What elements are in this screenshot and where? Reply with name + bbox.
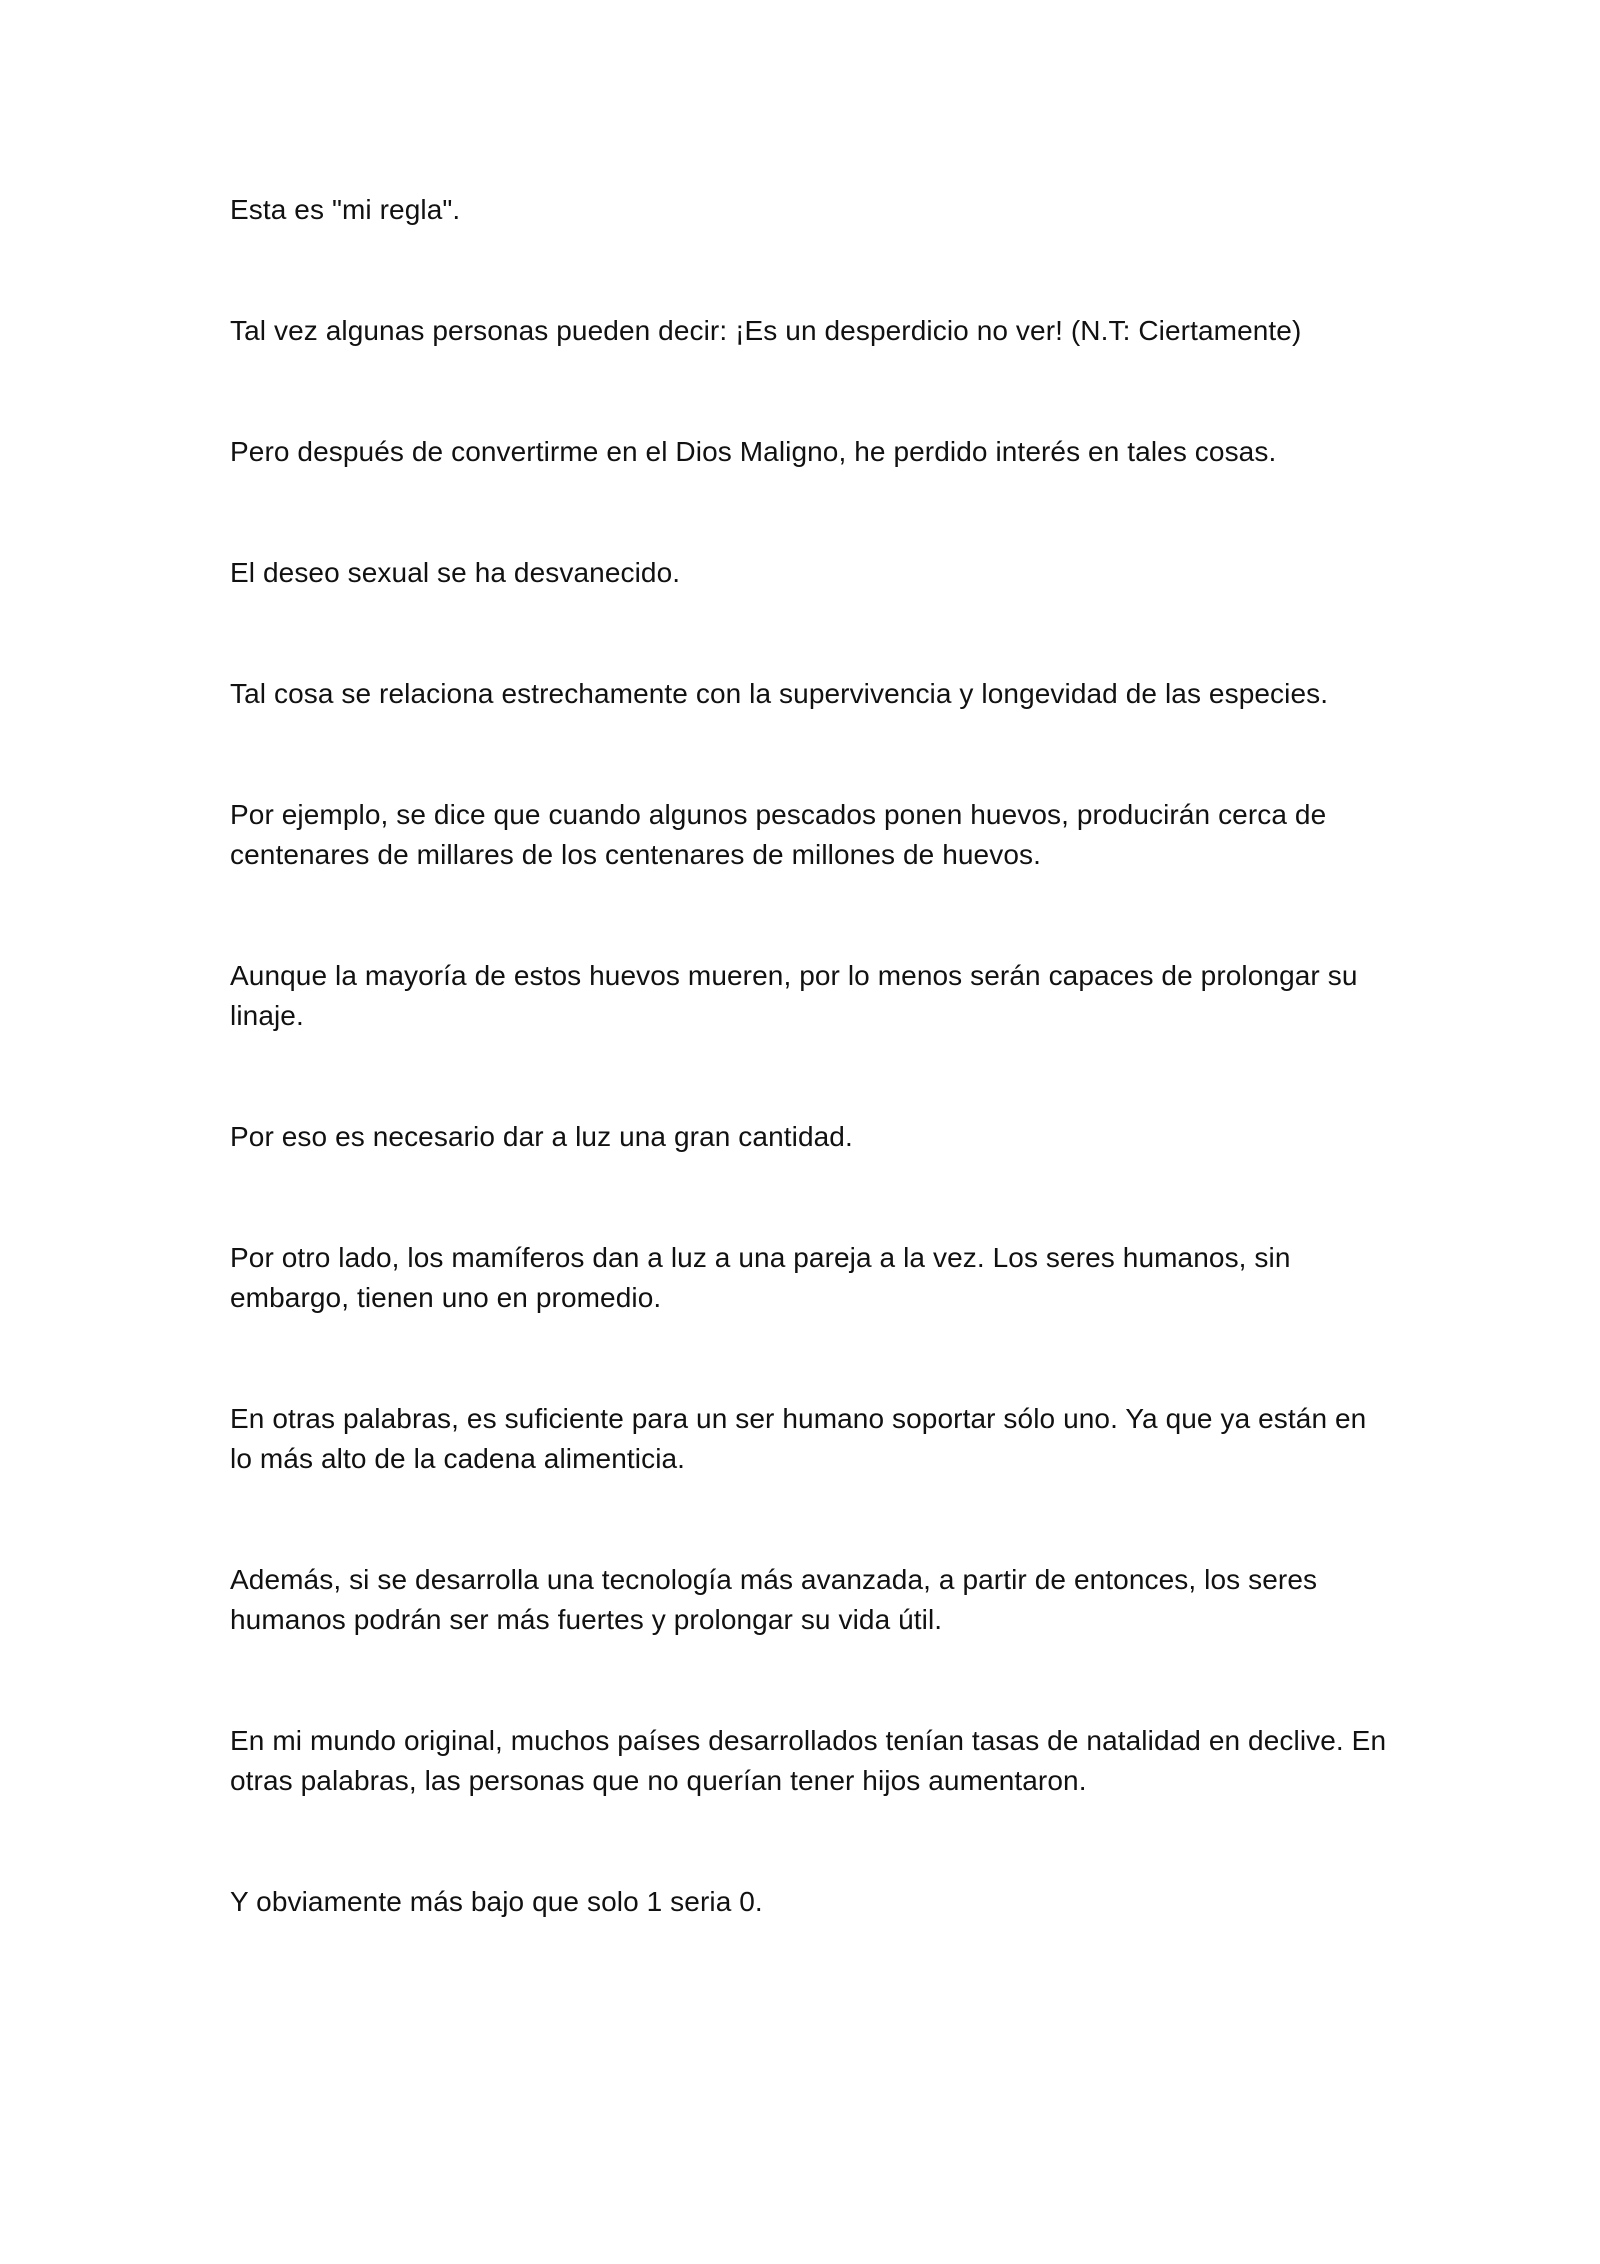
paragraph: Por eso es necesario dar a luz una gran cantidad.: [230, 1121, 853, 1152]
paragraph: Tal vez algunas personas pueden decir: ¡Es un desperdicio no ver! (N.T: Ciertamente): [230, 315, 1302, 346]
paragraph: Pero después de convertirme en el Dios Maligno, he perdido interés en tales cosas.: [230, 436, 1277, 467]
document-body: [230, 190, 1390, 2003]
paragraph: Aunque la mayoría de estos huevos mueren, por lo menos serán capaces de prolongar su linaje.: [230, 960, 1358, 1031]
paragraph: En otras palabras, es suficiente para un ser humano soportar sólo uno. Ya que ya están en lo más alto de la cadena alimenticia.: [230, 1403, 1367, 1474]
paragraph: Esta es "mi regla".: [230, 194, 461, 225]
paragraph: Además, si se desarrolla una tecnología más avanzada, a partir de entonces, los seres humanos podrán ser más fuertes y prolongar su vida útil.: [230, 1564, 1318, 1635]
paragraph: Por otro lado, los mamíferos dan a luz a una pareja a la vez. Los seres humanos, sin embargo, tienen uno en promedio.: [230, 1242, 1291, 1313]
paragraph: Tal cosa se relaciona estrechamente con la supervivencia y longevidad de las especies.: [230, 678, 1329, 709]
paragraph: Y obviamente más bajo que solo 1 seria 0.: [230, 1886, 763, 1917]
paragraph: El deseo sexual se ha desvanecido.: [230, 557, 681, 588]
paragraph: En mi mundo original, muchos países desarrollados tenían tasas de natalidad en declive. En otras palabras, las personas que no querían tener hijos aumentaron.: [230, 1725, 1387, 1796]
paragraph: Por ejemplo, se dice que cuando algunos pescados ponen huevos, producirán cerca de centenares de millares de los centenares de millones de huevos.: [230, 799, 1327, 870]
